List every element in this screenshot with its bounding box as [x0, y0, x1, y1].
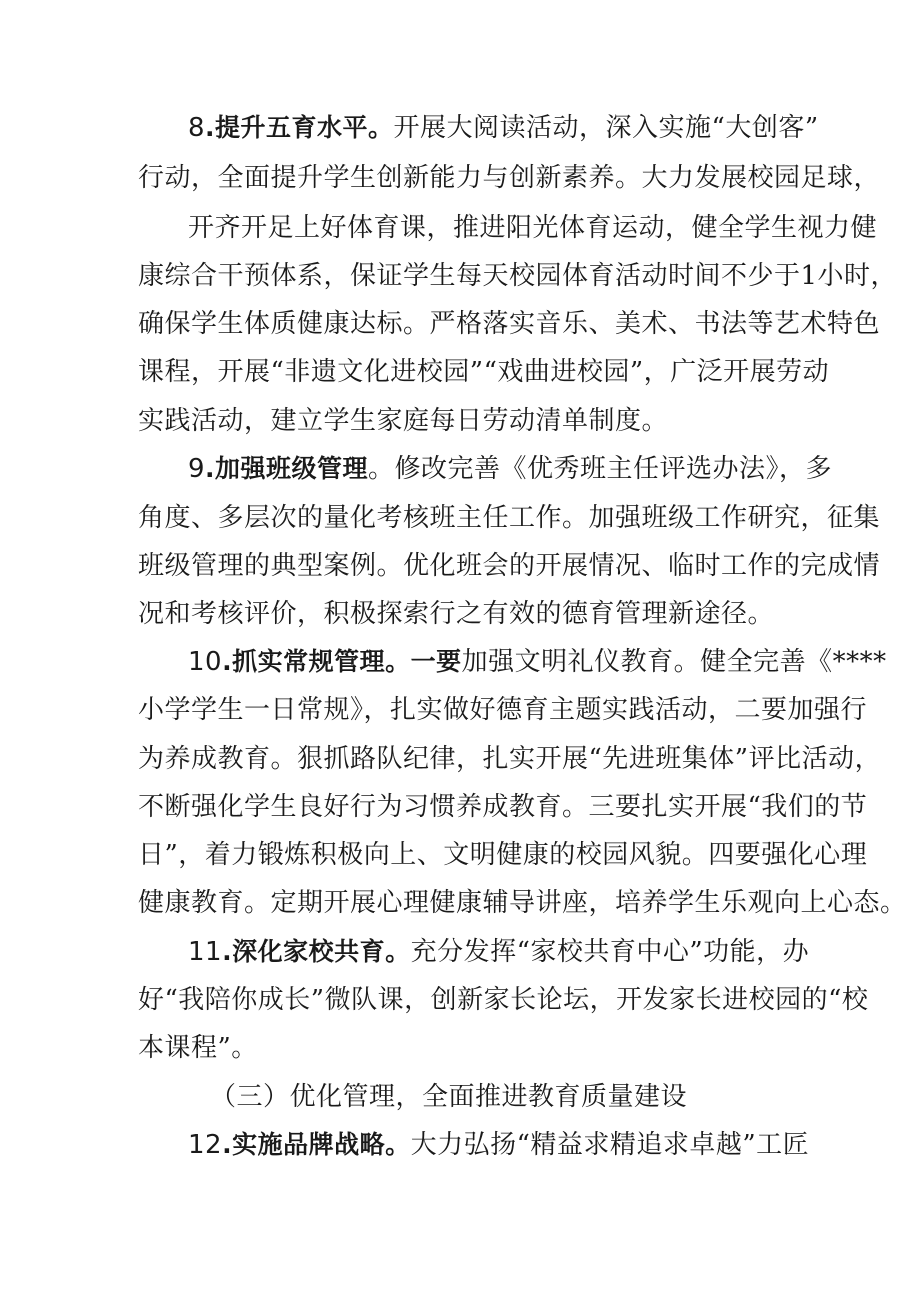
section-heading: （三）优化管理，全面推进教育质量建设 [210, 1082, 688, 1112]
item-text: 充分发挥“家校共育中心”功能，办 [410, 937, 810, 967]
item-text: 开展大阅读活动，深入实施“大创客” [393, 113, 819, 143]
item-heading: .提升五育水平。 [205, 113, 394, 142]
item-text: 。修改完善《优秀班主任评选办法》，多 [368, 454, 833, 484]
item-number: 9 [188, 454, 206, 484]
text-line: 角度、多层次的量化考核班主任工作。加强班级工作研究，征集 [138, 503, 881, 533]
item-number: 8 [188, 113, 206, 143]
text-line: 班级管理的典型案例。优化班会的开展情况、临时工作的完成情 [138, 551, 881, 581]
text-line: 康综合干预体系，保证学生每天校园体育活动时间不少于1小时， [138, 261, 898, 291]
text-line: 好“我陪你成长”微队课，创新家长论坛，开发家长进校园的“校 [138, 985, 869, 1015]
item-heading: .深化家校共育。 [222, 937, 411, 966]
text-line: 日”，着力锻炼积极向上、文明健康的校园风貌。四要强化心理 [138, 840, 868, 870]
item-heading: .抓实常规管理。一要 [222, 647, 462, 676]
text-line: 小学学生一日常规》，扎实做好德育主题实践活动，二要加强行 [138, 695, 868, 725]
text-line: 行动，全面提升学生创新能力与创新素养。大力发展校园足球， [138, 163, 881, 193]
paragraph-12-heading-line [188, 1125, 810, 1165]
paragraph-8-heading-line [188, 108, 819, 148]
text-line: 况和考核评价，积极探索行之有效的德育管理新途径。 [138, 599, 775, 629]
text-line: 不断强化学生良好行为习惯养成教育。三要扎实开展“我们的节 [138, 792, 868, 822]
item-number: 11 [188, 937, 223, 967]
item-number: 12 [188, 1130, 223, 1160]
text-line: 为养成教育。狠抓路队纪律，扎实开展“先进班集体”评比活动， [138, 744, 882, 774]
item-number: 10 [188, 647, 223, 677]
paragraph-11-heading-line [188, 932, 810, 972]
text-line: 实践活动，建立学生家庭每日劳动清单制度。 [138, 406, 669, 436]
paragraph-10-heading-line [188, 642, 887, 682]
item-text: 加强文明礼仪教育。健全完善《**** [461, 647, 887, 677]
text-line: 课程，开展“非遗文化进校园”“戏曲进校园”，广泛开展劳动 [138, 357, 830, 387]
text-line: 确保学生体质健康达标。严格落实音乐、美术、书法等艺术特色 [138, 309, 881, 339]
item-text: 大力弘扬“精益求精追求卓越”工匠 [410, 1130, 810, 1160]
text-line: 健康教育。定期开展心理健康辅导讲座，培养学生乐观向上心态。 [138, 888, 907, 918]
item-heading: .加强班级管理 [205, 454, 369, 483]
item-heading: .实施品牌战略。 [222, 1130, 411, 1159]
text-line: 开齐开足上好体育课，推进阳光体育运动，健全学生视力健 [188, 213, 878, 243]
text-line: 本课程”。 [138, 1033, 258, 1063]
paragraph-9-heading-line [188, 449, 833, 489]
